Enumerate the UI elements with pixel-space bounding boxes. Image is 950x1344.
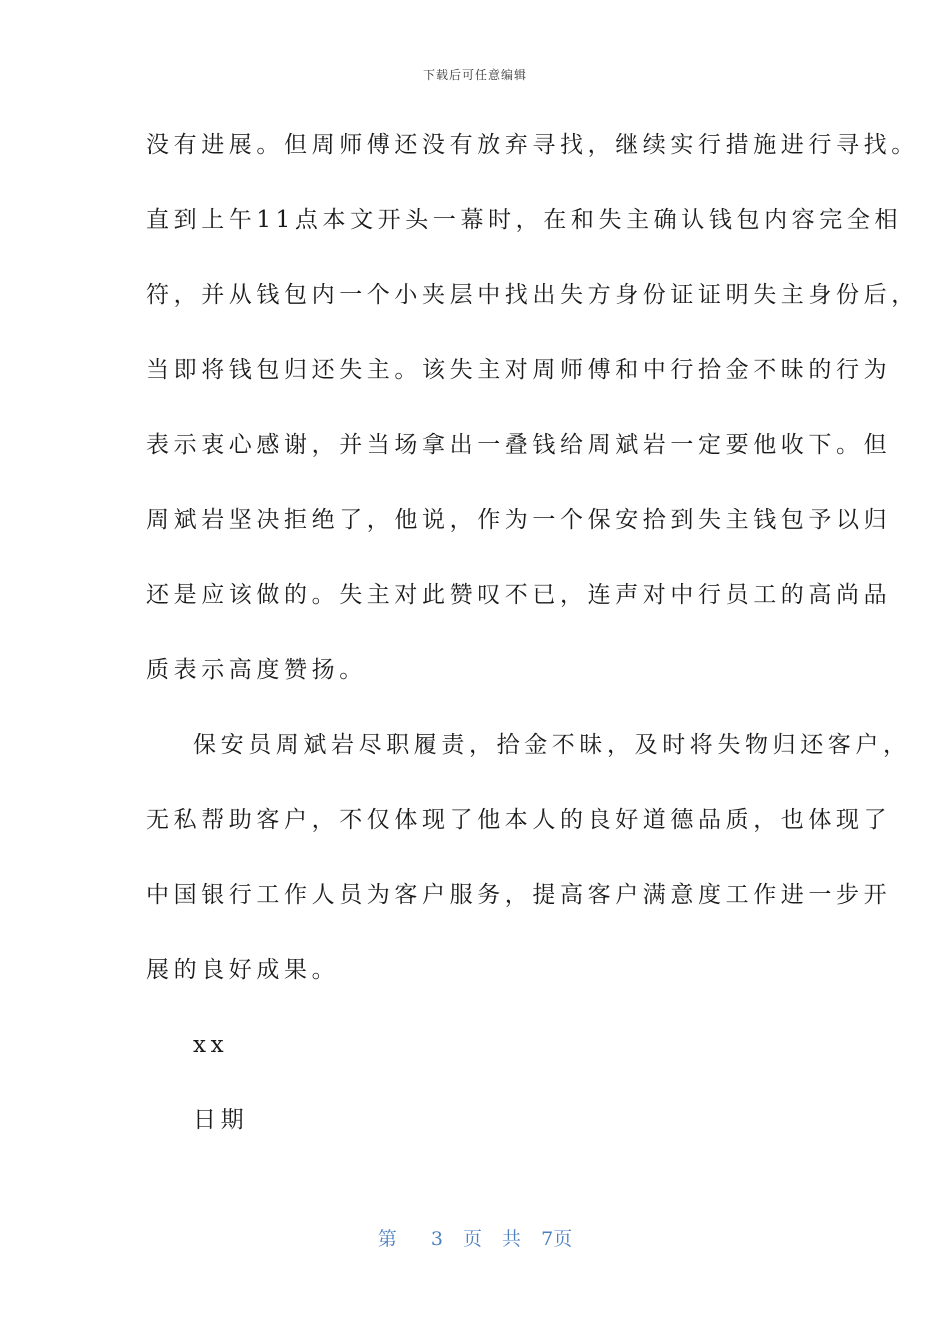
signature-name: xx bbox=[193, 1032, 229, 1058]
signature-date: 日期 bbox=[193, 1107, 249, 1133]
page-number-footer bbox=[0, 1224, 950, 1251]
paragraph-line: 符，并从钱包内一个小夹层中找出失方身份证证明失主身份后， bbox=[146, 282, 919, 308]
paragraph-line: 无私帮助客户，不仅体现了他本人的良好道德品质，也体现了 bbox=[146, 807, 892, 833]
paragraph-line: 展的良好成果。 bbox=[146, 957, 340, 983]
paragraph-line: 当即将钱包归还失主。该失主对周师傅和中行拾金不昧的行为 bbox=[146, 357, 892, 383]
total-label: 共 bbox=[502, 1228, 522, 1250]
paragraph-line: 保安员周斌岩尽职履责，拾金不昧，及时将失物归还客户， bbox=[193, 732, 911, 758]
paragraph-line: 直到上午11点本文开头一幕时，在和失主确认钱包内容完全相 bbox=[146, 207, 903, 233]
current-page-number: 3 bbox=[430, 1228, 443, 1250]
paragraph-line: 表示衷心感谢，并当场拿出一叠钱给周斌岩一定要他收下。但 bbox=[146, 432, 892, 458]
paragraph-line: 质表示高度赞扬。 bbox=[146, 657, 367, 683]
header-note: 下载后可任意编辑 bbox=[422, 68, 527, 82]
paragraph-line: 没有进展。但周师傅还没有放弃寻找，继续实行措施进行寻找。 bbox=[146, 132, 919, 158]
paragraph-line: 中国银行工作人员为客户服务，提高客户满意度工作进一步开 bbox=[146, 882, 892, 908]
paragraph-line: 周斌岩坚决拒绝了，他说，作为一个保安拾到失主钱包予以归 bbox=[146, 507, 892, 533]
page-label-mid: 页 bbox=[462, 1228, 482, 1250]
document-body bbox=[146, 124, 919, 1174]
total-pages: 7页 bbox=[541, 1228, 573, 1250]
page-label-prefix: 第 bbox=[377, 1228, 397, 1250]
paragraph-line: 还是应该做的。失主对此赞叹不已，连声对中行员工的高尚品 bbox=[146, 582, 892, 608]
